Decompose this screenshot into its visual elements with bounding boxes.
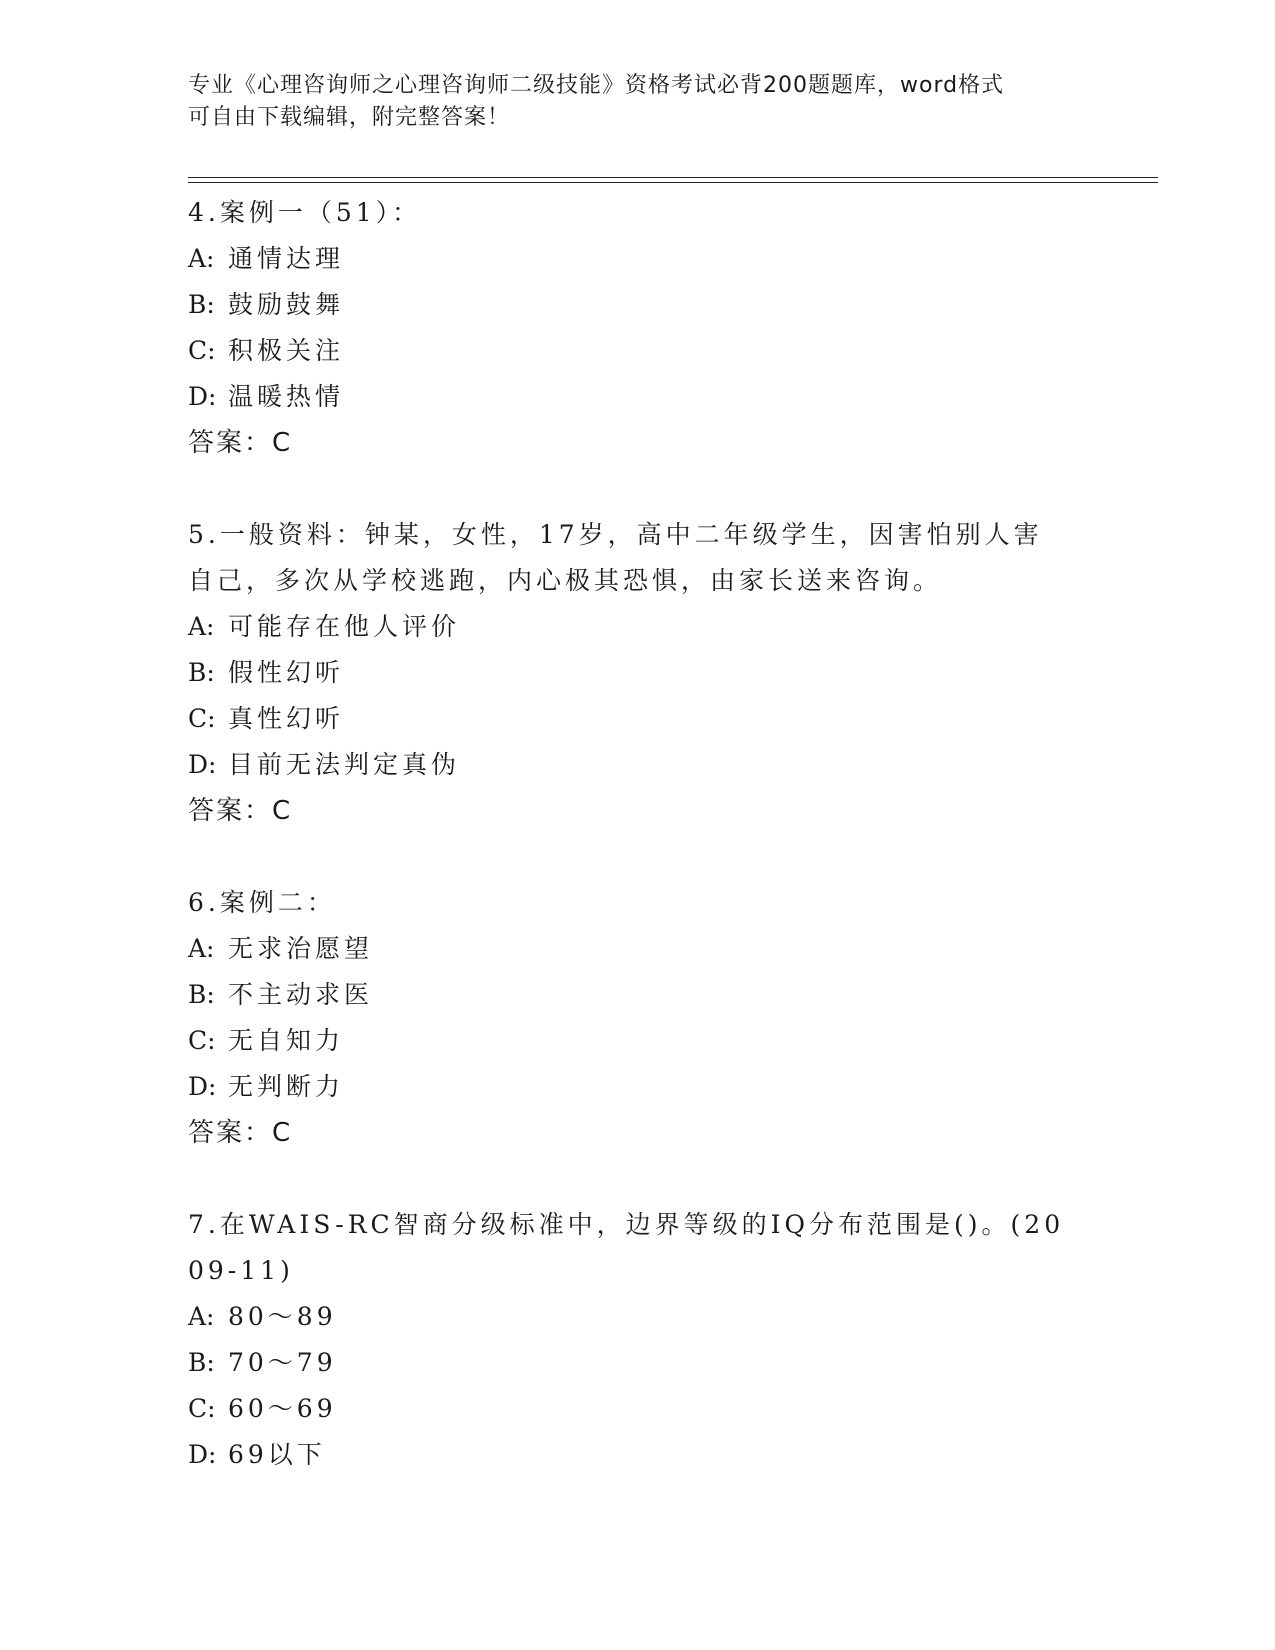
option-b [188, 1340, 1088, 1386]
document-header [188, 70, 1068, 134]
option-a [188, 236, 1088, 282]
option-letter: A: [188, 1302, 215, 1331]
option-text: 69以下 [228, 1440, 326, 1469]
question-item [188, 512, 1088, 834]
option-c [188, 1386, 1088, 1432]
question-item [188, 190, 1088, 466]
option-text: 温暖热情 [228, 382, 345, 411]
option-letter: C: [188, 1026, 216, 1055]
option-letter: C: [188, 704, 216, 733]
option-letter: D: [188, 1072, 217, 1101]
option-letter: B: [188, 980, 215, 1009]
option-d [188, 374, 1088, 420]
option-text: 真性幻听 [228, 704, 345, 733]
header-line-2: 可自由下载编辑，附完整答案！ [188, 105, 511, 130]
header-line-1: 专业《心理咨询师之心理咨询师二级技能》资格考试必背200题题库，word格式 [188, 73, 1005, 98]
option-text: 鼓励鼓舞 [228, 290, 345, 319]
question-item [188, 880, 1088, 1156]
option-a [188, 926, 1088, 972]
option-text: 80～89 [228, 1302, 337, 1331]
option-text: 可能存在他人评价 [228, 612, 461, 641]
answer-line: 答案：C [188, 1118, 293, 1148]
option-c [188, 1018, 1088, 1064]
option-text: 无求治愿望 [228, 934, 374, 963]
option-letter: C: [188, 1394, 216, 1423]
answer-line: 答案：C [188, 428, 293, 458]
header-divider-top [188, 177, 1158, 178]
option-c [188, 696, 1088, 742]
option-text: 不主动求医 [228, 980, 374, 1009]
option-text: 无判断力 [228, 1072, 345, 1101]
question-stem: 4.案例一（51）： [188, 198, 422, 227]
option-c [188, 328, 1088, 374]
option-d [188, 1064, 1088, 1110]
option-b [188, 972, 1088, 1018]
question-list [188, 190, 1088, 1524]
option-a [188, 1294, 1088, 1340]
option-letter: C: [188, 336, 216, 365]
option-text: 通情达理 [228, 244, 345, 273]
option-b [188, 650, 1088, 696]
answer-line: 答案：C [188, 796, 293, 826]
option-text: 60～69 [228, 1394, 337, 1423]
option-letter: D: [188, 382, 217, 411]
option-letter: A: [188, 244, 215, 273]
option-letter: B: [188, 658, 215, 687]
question-stem: 6.案例二： [188, 888, 336, 917]
option-d [188, 742, 1088, 788]
option-text: 70～79 [228, 1348, 337, 1377]
option-letter: D: [188, 1440, 217, 1469]
option-letter: D: [188, 750, 217, 779]
option-text: 目前无法判定真伪 [228, 750, 461, 779]
option-letter: B: [188, 1348, 215, 1377]
question-item [188, 1202, 1088, 1478]
option-letter: A: [188, 934, 215, 963]
option-a [188, 604, 1088, 650]
question-stem: 5.一般资料：钟某，女性，17岁，高中二年级学生，因害怕别人害自己，多次从学校逃跑，内心极其恐惧，由家长送来咨询。 [188, 520, 1043, 595]
option-d [188, 1432, 1088, 1478]
option-text: 积极关注 [228, 336, 345, 365]
option-letter: B: [188, 290, 215, 319]
option-text: 假性幻听 [228, 658, 345, 687]
option-letter: A: [188, 612, 215, 641]
question-stem: 7.在WAIS-RC智商分级标准中，边界等级的IQ分布范围是()。(2009-11) [188, 1210, 1065, 1285]
option-b [188, 282, 1088, 328]
option-text: 无自知力 [228, 1026, 345, 1055]
header-divider-bottom [188, 182, 1158, 183]
